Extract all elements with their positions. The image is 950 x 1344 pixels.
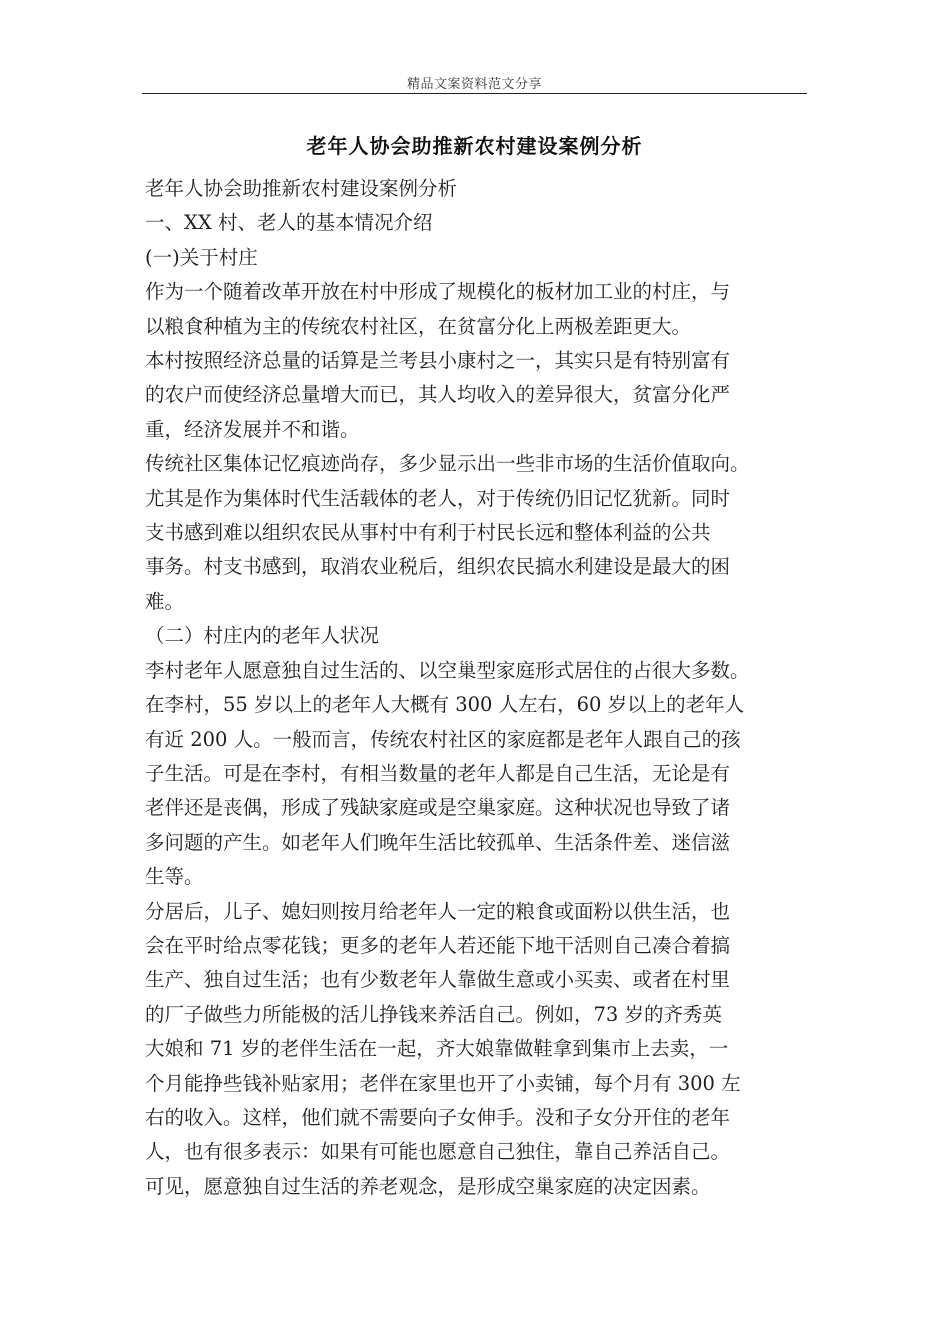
body-line: 在李村，55 岁以上的老年人大概有 300 人左右，60 岁以上的老年人	[145, 693, 745, 717]
body-line: 作为一个随着改革开放在村中形成了规模化的板材加工业的村庄，与	[145, 280, 731, 304]
body-line: 难。	[145, 589, 185, 613]
body-line: 支书感到难以组织农民从事村中有利于村民长远和整体利益的公共	[145, 521, 711, 545]
header-divider	[142, 93, 807, 94]
body-line: 李村老年人愿意独自过生活的、以空巢型家庭形式居住的占很大多数。	[145, 658, 750, 682]
body-line: 人，也有很多表示：如果有可能也愿意自己独住，靠自己养活自己。	[145, 1140, 731, 1164]
body-line: 有近 200 人。一般而言，传统农村社区的家庭都是老年人跟自己的孩	[145, 727, 741, 751]
body-line: 个月能挣些钱补贴家用；老伴在家里也开了小卖铺，每个月有 300 左	[145, 1071, 741, 1095]
body-line: 尤其是作为集体时代生活载体的老人，对于传统仍旧记忆犹新。同时	[145, 486, 731, 510]
body-line: 分居后，儿子、媳妇则按月给老年人一定的粮食或面粉以供生活，也	[145, 899, 731, 923]
subsection-heading: （二）村庄内的老年人状况	[145, 624, 380, 648]
body-line: 的农户而使经济总量增大而已，其人均收入的差异很大，贫富分化严	[145, 383, 731, 407]
subsection-heading: (一)关于村庄	[145, 245, 258, 269]
body-line: 生产、独自过生活；也有少数老年人靠做生意或小买卖、或者在村里	[145, 968, 731, 992]
body-line: 的厂子做些力所能极的活儿挣钱来养活自己。例如，73 岁的齐秀英	[145, 1002, 723, 1026]
running-header: 精品文案资料范文分享	[406, 77, 542, 92]
body-line: 传统社区集体记忆痕迹尚存，多少显示出一些非市场的生活价值取向。	[145, 452, 750, 476]
body-line: 老伴还是丧偶，形成了残缺家庭或是空巢家庭。这种状况也导致了诸	[145, 796, 731, 820]
body-line: 生等。	[145, 865, 204, 889]
body-line: 右的收入。这样，他们就不需要向子女伸手。没和子女分开住的老年	[145, 1105, 731, 1129]
body-line: 可见，愿意独自过生活的养老观念，是形成空巢家庭的决定因素。	[145, 1174, 711, 1198]
body-line: 多问题的产生。如老年人们晚年生活比较孤单、生活条件差、迷信滋	[145, 830, 731, 854]
body-line: 会在平时给点零花钱；更多的老年人若还能下地干活则自己凑合着搞	[145, 933, 731, 957]
body-line: 大娘和 71 岁的老伴生活在一起，齐大娘靠做鞋拿到集市上去卖，一	[145, 1037, 729, 1061]
document-title: 老年人协会助推新农村建设案例分析	[306, 134, 643, 158]
document-body	[145, 172, 825, 1204]
body-line: 老年人协会助推新农村建设案例分析	[145, 177, 458, 200]
body-line: 子生活。可是在李村，有相当数量的老年人都是自己生活，无论是有	[145, 761, 731, 785]
body-line: 以粮食种植为主的传统农村社区，在贫富分化上两极差距更大。	[145, 314, 692, 338]
section-heading: 一、XX 村、老人的基本情况介绍	[145, 211, 433, 235]
body-line: 事务。村支书感到，取消农业税后，组织农民搞水利建设是最大的困	[145, 555, 731, 579]
body-line: 本村按照经济总量的话算是兰考县小康村之一，其实只是有特别富有	[145, 349, 731, 373]
body-line: 重，经济发展并不和谐。	[145, 417, 360, 441]
